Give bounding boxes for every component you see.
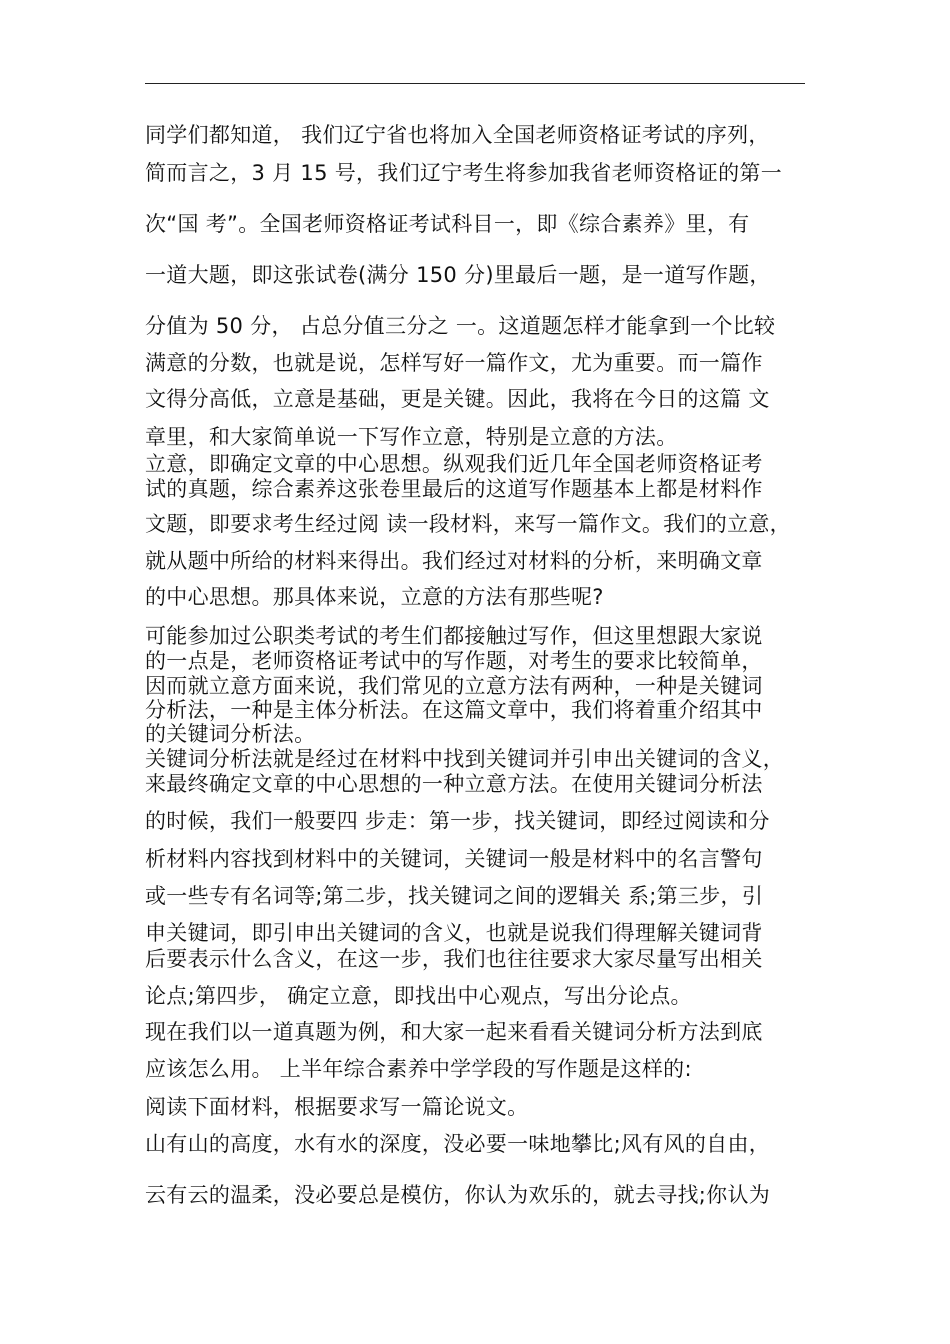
text-line-30: 山有山的高度，水有水的深度，没必要一味地攀比;风有风的自由， [145,1132,771,1156]
text-line-2: 简而言之，3 月 15 号，我们辽宁考生将参加我省老师资格证的第一 [145,161,783,185]
text-line-23: 或一些专有名词等;第二步，找关键词之间的逻辑关 系;第三步，引 [145,884,764,908]
text-line-29: 阅读下面材料，根据要求写一篇论说文。 [145,1095,529,1119]
text-line-4: 一道大题，即这张试卷(满分 150 分)里最后一题，是一道写作题， [145,263,771,287]
text-line-3: 次“国 考”。全国老师资格证考试科目一，即《综合素养》里，有 [145,212,750,236]
text-line-15: 的一点是，老师资格证考试中的写作题，对考生的要求比较简单， [145,649,763,673]
text-line-11: 文题，即要求考生经过阅 读一段材料，来写一篇作文。我们的立意， [145,512,791,536]
text-line-16: 因而就立意方面来说，我们常见的立意方法有两种，一种是关键词 [145,674,763,698]
text-line-6: 满意的分数，也就是说，怎样写好一篇作文，尤为重要。而一篇作 [145,351,763,375]
text-line-14: 可能参加过公职类考试的考生们都接触过写作，但这里想跟大家说 [145,624,763,648]
text-line-20: 来最终确定文章的中心思想的一种立意方法。在使用关键词分析法 [145,772,763,796]
text-line-10: 试的真题，综合素养这张卷里最后的这道写作题基本上都是材料作 [145,477,763,501]
text-line-12: 就从题中所给的材料来得出。我们经过对材料的分析，来明确文章 [145,549,763,573]
text-line-1: 同学们都知道， 我们辽宁省也将加入全国老师资格证考试的序列， [145,123,770,147]
text-line-25: 后要表示什么含义，在这一步，我们也往往要求大家尽量写出相关 [145,947,763,971]
text-line-24: 申关键词，即引申出关键词的含义，也就是说我们得理解关键词背 [145,921,763,945]
text-line-17: 分析法，一种是主体分析法。在这篇文章中，我们将着重介绍其中 [145,698,763,722]
text-line-13: 的中心思想。那具体来说，立意的方法有那些呢? [145,585,604,609]
text-line-28: 应该怎么用。 上半年综合素养中学学段的写作题是这样的: [145,1057,692,1081]
text-line-9: 立意，即确定文章的中心思想。纵观我们近几年全国老师资格证考 [145,452,763,476]
header-rule [145,83,805,84]
text-line-22: 析材料内容找到材料中的关键词，关键词一般是材料中的名言警句 [145,847,763,871]
text-line-5: 分值为 50 分， 占总分值三分之 一。这道题怎样才能拿到一个比较 [145,314,776,338]
text-line-31: 云有云的温柔，没必要总是模仿，你认为欢乐的，就去寻找;你认为 [145,1183,771,1207]
text-line-18: 的关键词分析法。 [145,722,316,746]
text-line-8: 章里，和大家简单说一下写作立意，特别是立意的方法。 [145,425,678,449]
text-line-21: 的时候，我们一般要四 步走：第一步，找关键词，即经过阅读和分 [145,809,770,833]
text-line-7: 文得分高低，立意是基础，更是关键。因此，我将在今日的这篇 文 [145,387,770,411]
text-line-26: 论点;第四步， 确定立意，即找出中心观点，写出分论点。 [145,984,692,1008]
text-line-27: 现在我们以一道真题为例，和大家一起来看看关键词分析方法到底 [145,1020,763,1044]
text-line-19: 关键词分析法就是经过在材料中找到关键词并引申出关键词的含义， [145,747,784,771]
